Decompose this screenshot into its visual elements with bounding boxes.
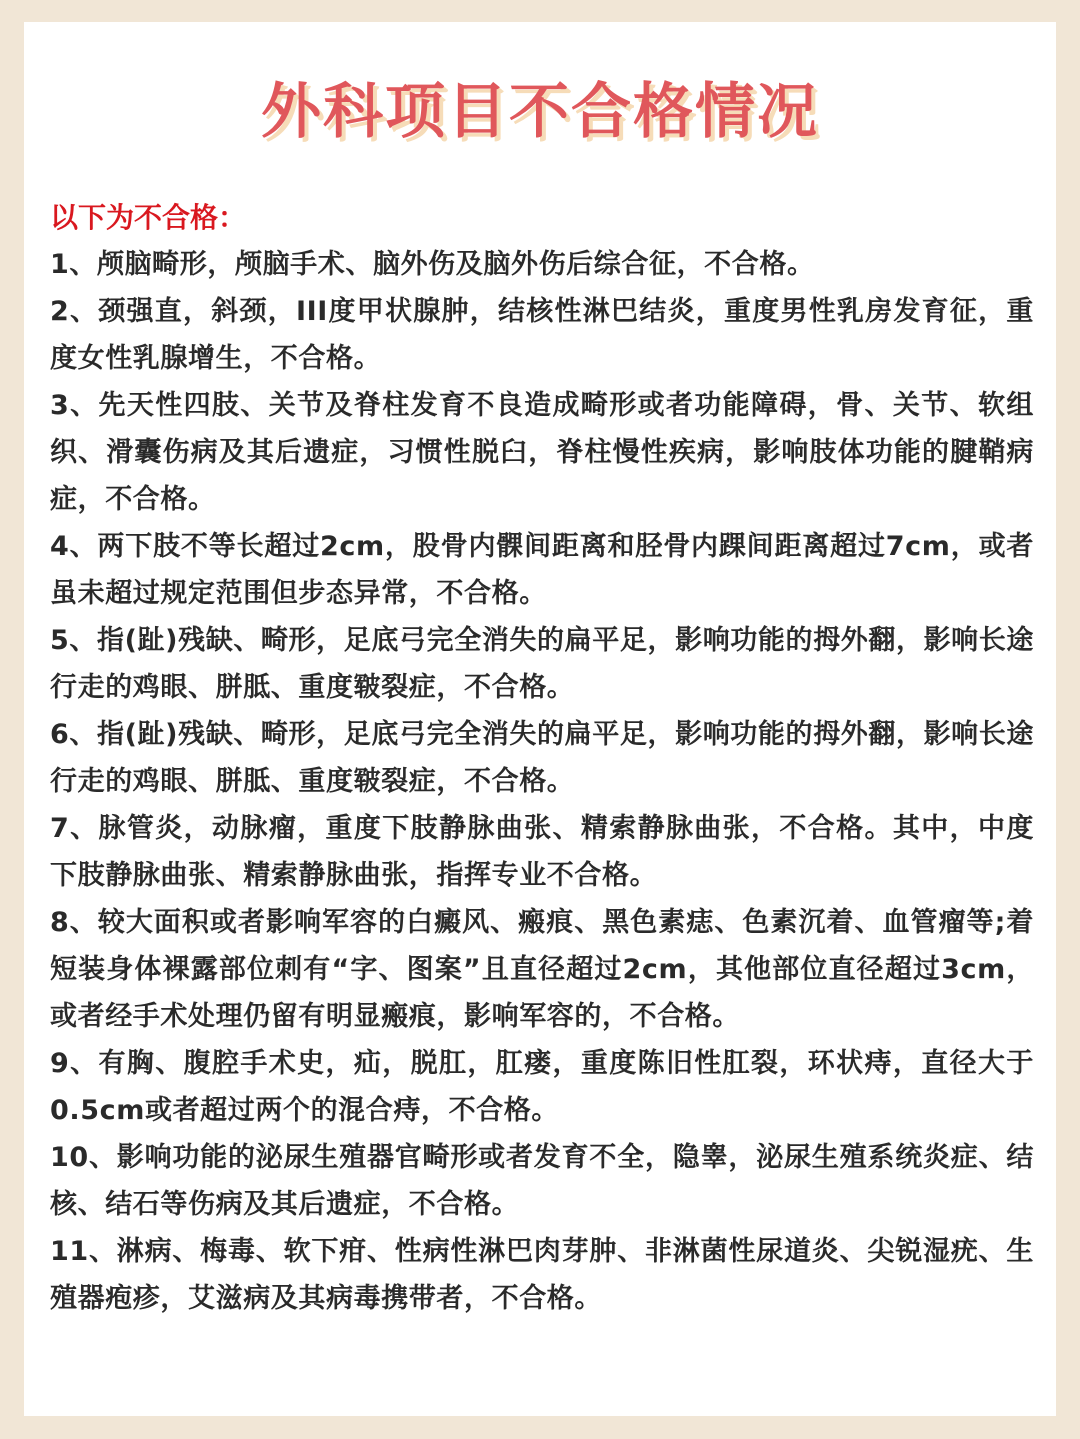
list-item: 10、影响功能的泌尿生殖器官畸形或者发育不全，隐睾，泌尿生殖系统炎症、结核、结石等伤病及其后遗症，不合格。	[50, 1142, 1034, 1220]
page-title: 外科项目不合格情况	[261, 77, 819, 147]
list-item: 11、淋病、梅毒、软下疳、性病性淋巴肉芽肿、非淋菌性尿道炎、尖锐湿疣、生殖器疱疹，艾滋病及其病毒携带者，不合格。	[50, 1236, 1034, 1314]
intro-heading: 以下为不合格：	[50, 201, 247, 234]
list-item: 3、先天性四肢、关节及脊柱发育不良造成畸形或者功能障碍，骨、关节、软组织、滑囊伤病及其后遗症，习惯性脱臼，脊柱慢性疾病，影响肢体功能的腱鞘病症，不合格。	[50, 390, 1034, 515]
list-item: 4、两下肢不等长超过2cm，股骨内髁间距离和胫骨内踝间距离超过7cm，或者虽未超过规定范围但步态异常，不合格。	[50, 531, 1034, 609]
list-item: 6、指(趾)残缺、畸形，足底弓完全消失的扁平足，影响功能的拇外翻，影响长途行走的鸡眼、胼胝、重度皲裂症，不合格。	[50, 719, 1034, 797]
list-item: 7、脉管炎，动脉瘤，重度下肢静脉曲张、精索静脉曲张，不合格。其中，中度下肢静脉曲张、精索静脉曲张，指挥专业不合格。	[50, 813, 1034, 891]
list-item: 2、颈强直，斜颈，III度甲状腺肿，结核性淋巴结炎，重度男性乳房发育征，重度女性乳腺增生，不合格。	[50, 296, 1034, 374]
list-item: 1、颅脑畸形，颅脑手术、脑外伤及脑外伤后综合征，不合格。	[50, 249, 815, 280]
list-item: 9、有胸、腹腔手术史，疝，脱肛，肛瘘，重度陈旧性肛裂，环状痔，直径大于0.5cm或者超过两个的混合痔，不合格。	[50, 1048, 1034, 1126]
list-item: 8、较大面积或者影响军容的白癜风、瘢痕、黑色素痣、色素沉着、血管瘤等;着短装身体裸露部位刺有“字、图案”且直径超过2cm，其他部位直径超过3cm，或者经手术处理仍留有明显瘢痕，影响军容的，不合格。	[50, 907, 1034, 1032]
criteria-list	[50, 194, 1034, 1322]
content-card	[24, 22, 1056, 1416]
list-item: 5、指(趾)残缺、畸形，足底弓完全消失的扁平足，影响功能的拇外翻，影响长途行走的鸡眼、胼胝、重度皲裂症，不合格。	[50, 625, 1034, 703]
